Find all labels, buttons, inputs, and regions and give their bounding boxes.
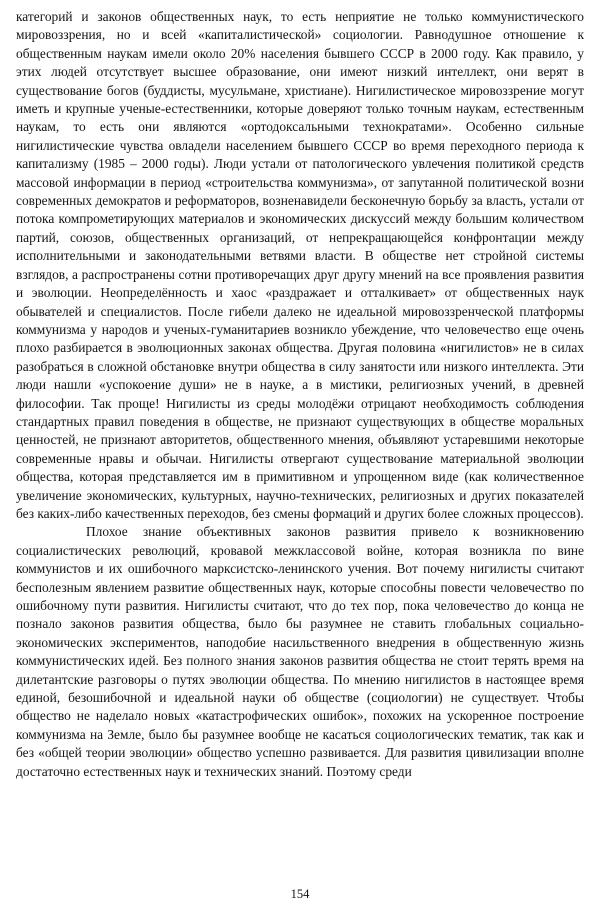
paragraph-2: Плохое знание объективных законов развития привело к возникновению социалистических революций, кровавой межклассовой войне, которая возникла по вине коммунистов и их ошибочного марксистско-ленинского учения. Вот почему нигилисты считают бесполезным явлением развитие общественных наук, которые способны повести человечество по ошибочному пути развития. Нигилисты считают, что до тех пор, пока человечество до конца не познало законов развития общества, было бы разумнее не ставить глобальных социально-экономических экспериментов, наподобие насильственного внедрения в общественную жизнь коммунистических идей. Без полного знания законов развития общества не стоит терять время на дилетантские разговоры о путях эволюции общества. По мнению нигилистов в настоящее время единой, безошибочной и идеальной науки об обществе (социологии) не существует. Чтобы общество не наделало новых «катастрофических ошибок», похожих на ускоренное построение коммунизма на Земле, было бы разумнее вообще не касаться социологических тематик, так как и без «общей теории эволюции» общество успешно развивается. Для развития цивилизации вполне достаточно естественных наук и технических знаний. Поэтому среди: [16, 524, 584, 779]
page-number: 154: [290, 887, 310, 901]
paragraph-1: категорий и законов общественных наук, то есть неприятие не только коммунистического мировоззрения, но и всей «капиталистической» социологии. Равнодушное отношение к общественным наукам имели около 20% населения бывшего СССР в 2000 году. Как правило, у этих людей отсутствует высшее образование, они имеют низкий интеллект, они верят в существование богов (буддисты, мусульмане, христиане). Нигилистическое мировоззрение могут иметь и крупные ученые-естественники, которые доверяют только точным наукам, естественным наукам, то есть они являются «ортодоксальными технократами». Особенно сильные нигилистические чувства овладели населением бывшего СССР во время переходного периода к капитализму (1985 – 2000 годы). Люди устали от патологического увлечения политикой средств массовой информации в период «строительства коммунизма», от запутанной политической возни современных демократов и реформаторов, возненавидели бесконечную борьбу за власть, устали от потока компрометирующих материалов и экономических дискуссий между большим количеством партий, союзов, общественных организаций, от непрекращающейся конфронтации между исполнительными и законодательными ветвями власти. В обществе нет стройной системы взглядов, а распространены сотни противоречащих друг другу мнений на все проявления развития и эволюции. Неопределённость и хаос «раздражает и отталкивает» от общественных наук обывателей и специалистов. После гибели далеко не идеальной мировоззренческой платформы коммунизма у народов и ученых-гуманитариев возникло убеждение, что человечество еще очень плохо разбирается в эволюционных законах общества. Другая половина «нигилистов» не в силах разобраться в сложной обстановке внутри общества в силу занятости или низкого интеллекта. Эти люди нашли «успокоение души» не в науке, а в мистики, религиозных учений, в древней философии. Так проще! Нигилисты из среды молодёжи отрицают необходимость соблюдения стандартных правил поведения в обществе, не признают существующих в обществе моральных ценностей, не признают авторитетов, общественного мнения, объявляют устаревшими некоторые современные нравы и обычаи. Нигилисты отвергают существование материальной эволюции общества, которая представляется им в примитивном и упрощенном виде (как количественное увеличение экономических, культурных, научно-технических, религиозных и других показателей без каких-либо качественных переходов, без смены формаций и других более сложных процессов).: [16, 9, 584, 521]
page-body: [16, 8, 584, 884]
